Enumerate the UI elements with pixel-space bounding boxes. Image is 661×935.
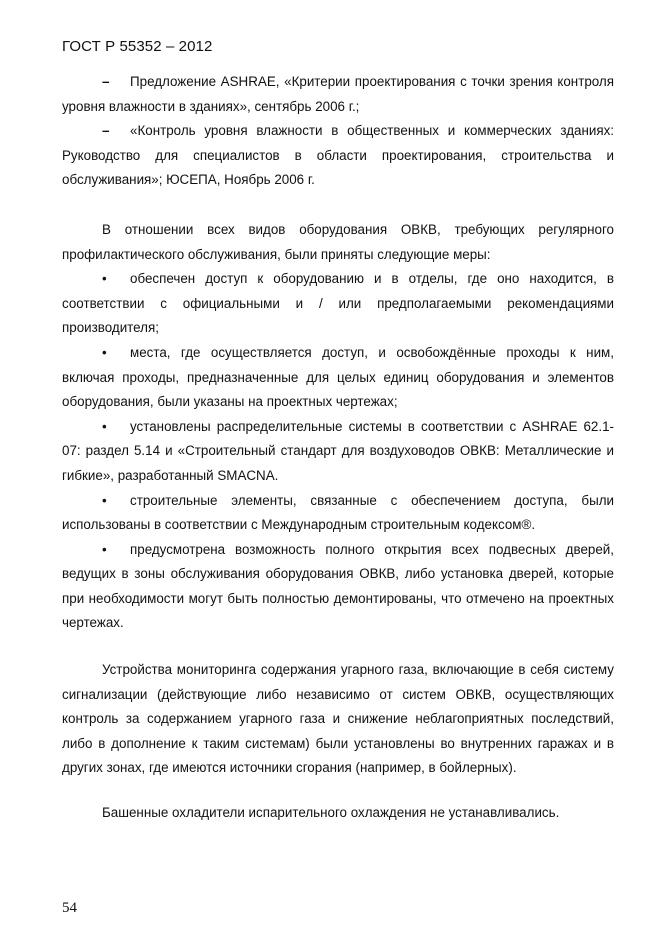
bullet-text: предусмотрена возможность полного открытия всех подвесных дверей, ведущих в зоны обслуживания оборудования ОВКВ, либо установка дверей, которые при необходимости могут быть полностью демонтированы, что отмечено на проектных чертежах. [62,541,614,631]
reference-item [62,70,614,119]
co-monitoring-paragraph: Устройства мониторинга содержания угарного газа, включающие в себя систему сигнализации (действующие либо независимо от систем ОВКВ, осуществляющих контроль за содержанием угарного газа и снижение неблагоприятных последствий, либо в дополнение к таким системам) были установлены во внутренних гаражах и в других зонах, где имеются источники сгорания (например, в бойлерных). [62,662,614,776]
bullet-icon: • [102,418,107,434]
bullet-text: установлены распределительные системы в соответствии с ASHRAE 62.1-07: раздел 5.14 и «Строительный стандарт для воздуховодов ОВКВ: Металлические и гибкие», разработанный SMACNA. [62,418,614,483]
bullet-icon: • [102,271,107,287]
bullet-item [62,489,614,538]
bullet-icon: • [102,541,107,557]
reference-text: Предложение ASHRAE, «Критерии проектирования с точки зрения контроля уровня влажности в зданиях», сентябрь 2006 г.; [62,74,614,114]
document-header: ГОСТ Р 55352 – 2012 [62,38,213,55]
bullet-item [62,341,614,415]
bullet-text: места, где осуществляется доступ, и освобождённые проходы к ним, включая проходы, предназначенные для целых единиц оборудования и элементов оборудования, были указаны на проектных чертежах; [62,344,614,410]
page-number: 54 [62,900,77,916]
bullet-item [62,267,614,341]
reference-item [62,119,614,193]
bullet-text: строительные элементы, связанные с обеспечением доступа, были использованы в соответствии с Международным строительным кодексом®. [62,492,614,533]
document-body [62,70,614,826]
bullet-text: обеспечен доступ к оборудованию и в отделы, где оно находится, в соответствии с официальными и / или предполагаемыми рекомендациями производителя; [62,271,614,336]
dash-marker: – [102,123,110,139]
bullet-item [62,415,614,489]
bullet-icon: • [102,492,107,508]
dash-marker: – [102,74,110,89]
bullet-icon: • [102,344,107,360]
bullet-item [62,538,614,636]
reference-text: «Контроль уровня влажности в общественных и коммерческих зданиях: Руководство для специалистов в области проектирования, строительства и обслуживания»; ЮСЕПА, Ноябрь 2006 г. [62,123,614,188]
intro-paragraph: В отношении всех видов оборудования ОВКВ, требующих регулярного профилактического обслуживания, были приняты следующие меры: [62,221,614,262]
cooling-towers-paragraph: Башенные охладители испарительного охлаждения не устанавливались. [102,805,560,821]
